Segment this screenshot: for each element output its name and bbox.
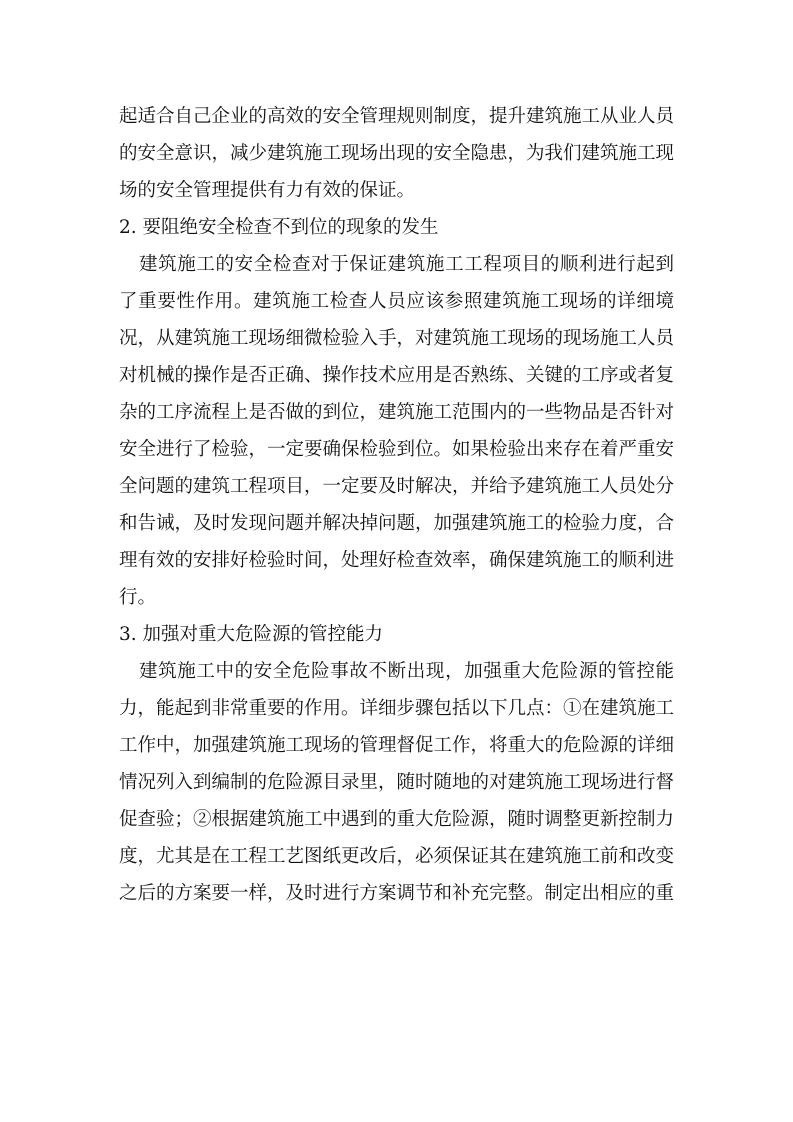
- section-heading-2: 2. 要阻绝安全检查不到位的现象的发生: [119, 217, 439, 238]
- paragraph-line: 的安全意识，减少建筑施工现场出现的安全隐患，为我们建筑施工现: [119, 143, 674, 164]
- paragraph-1: [119, 98, 674, 209]
- paragraph-line: 建筑施工的安全检查对于保证建筑施工工程项目的顺利进行起到: [139, 254, 674, 275]
- paragraph-line: 工作中，加强建筑施工现场的管理督促工作，将重大的危险源的详细: [119, 735, 674, 756]
- paragraph-line: 促查验；②根据建筑施工中遇到的重大危险源，随时调整更新控制力: [119, 809, 674, 830]
- paragraph-line: 况，从建筑施工现场细微检验入手，对建筑施工现场的现场施工人员: [119, 328, 674, 349]
- paragraph-3: [119, 653, 674, 912]
- document-page: [119, 98, 674, 912]
- paragraph-line: 和告诫，及时发现问题并解决掉问题，加强建筑施工的检验力度，合: [119, 513, 674, 534]
- section-heading-3: 3. 加强对重大危险源的管控能力: [119, 624, 384, 645]
- paragraph-line: 安全进行了检验，一定要确保检验到位。如果检验出来存在着严重安: [119, 439, 674, 460]
- paragraph-line: 之后的方案要一样，及时进行方案调节和补充完整。制定出相应的重: [119, 883, 674, 904]
- paragraph-line: 杂的工序流程上是否做的到位，建筑施工范围内的一些物品是否针对: [119, 402, 674, 423]
- paragraph-line: 情况列入到编制的危险源目录里，随时随地的对建筑施工现场进行督: [119, 772, 674, 793]
- paragraph-line: 力，能起到非常重要的作用。详细步骤包括以下几点：①在建筑施工: [119, 698, 674, 719]
- paragraph-line: 起适合自己企业的高效的安全管理规则制度，提升建筑施工从业人员: [119, 106, 674, 127]
- paragraph-line: 全问题的建筑工程项目，一定要及时解决，并给予建筑施工人员处分: [119, 476, 674, 497]
- paragraph-line: 理有效的安排好检验时间，处理好检查效率，确保建筑施工的顺利进: [119, 550, 674, 571]
- paragraph-line: 度，尤其是在工程工艺图纸更改后，必须保证其在建筑施工前和改变: [119, 846, 674, 867]
- paragraph-line: 建筑施工中的安全危险事故不断出现，加强重大危险源的管控能: [139, 661, 674, 682]
- paragraph-line: 场的安全管理提供有力有效的保证。: [119, 180, 416, 201]
- paragraph-2: [119, 246, 674, 616]
- paragraph-line: 了重要性作用。建筑施工检查人员应该参照建筑施工现场的详细境: [119, 291, 674, 312]
- paragraph-line: 行。: [119, 587, 157, 608]
- paragraph-line: 对机械的操作是否正确、操作技术应用是否熟练、关键的工序或者复: [119, 365, 674, 386]
